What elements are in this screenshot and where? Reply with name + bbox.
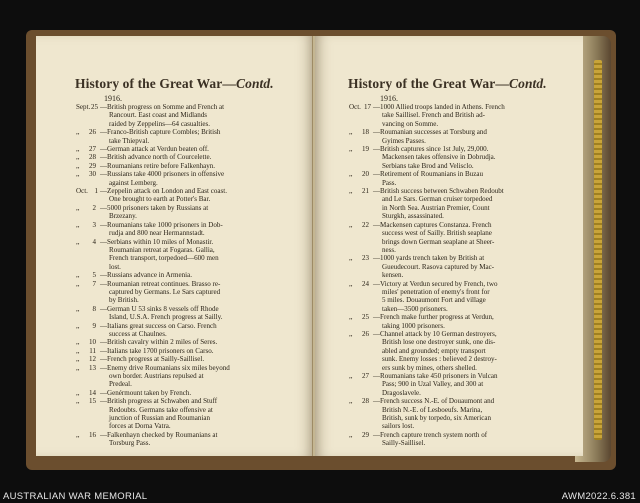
left-page bbox=[36, 36, 313, 456]
entry-day: 27 bbox=[88, 145, 96, 154]
entry-month-mark: ,, bbox=[76, 279, 80, 288]
entry-line: —Italians great success on Carso. French bbox=[100, 321, 217, 330]
entry-day: 14 bbox=[88, 388, 96, 397]
entry-line: —British progress at Schwaben and Stuff bbox=[100, 397, 218, 406]
history-entry bbox=[76, 347, 298, 355]
entry-month-mark: ,, bbox=[76, 355, 80, 364]
entry-day: 26 bbox=[88, 128, 96, 137]
entry-day: 22 bbox=[361, 220, 369, 229]
entry-month-mark: ,, bbox=[76, 203, 80, 212]
history-entry bbox=[76, 145, 298, 153]
entry-day: 12 bbox=[88, 355, 96, 364]
entry-line: —British success between Schwaben Redoubt bbox=[373, 187, 504, 196]
history-entry bbox=[76, 221, 298, 238]
entry-month-mark: ,, bbox=[349, 430, 353, 439]
entry-day: 28 bbox=[361, 397, 369, 406]
history-entry bbox=[76, 305, 298, 322]
entry-line: abled and grounded; empty transport bbox=[382, 346, 486, 355]
entry-line: —British progress on Somme and French at bbox=[100, 103, 225, 111]
entry-line: Island, U.S.A. French progress at Sailly. bbox=[109, 313, 223, 322]
entry-day: 24 bbox=[361, 279, 369, 288]
entry-month-mark: ,, bbox=[76, 153, 80, 162]
entry-month-mark: Oct. bbox=[76, 187, 88, 196]
entry-day: 18 bbox=[361, 128, 369, 137]
history-entry bbox=[349, 187, 571, 221]
history-entry bbox=[76, 271, 298, 279]
entry-line: —French success N.-E. of Douaumont and bbox=[373, 397, 495, 406]
history-entry bbox=[349, 330, 571, 372]
entry-month-mark: ,, bbox=[76, 271, 80, 280]
entry-month-mark: ,, bbox=[76, 388, 80, 397]
entry-line: —Roumanians take 1000 prisoners in Dob- bbox=[100, 220, 223, 229]
history-entry bbox=[76, 162, 298, 170]
history-entry bbox=[349, 372, 571, 397]
entry-line: —German U 53 sinks 8 vessels off Rhode bbox=[100, 304, 219, 313]
entry-line: forces at Dorna Vatra. bbox=[109, 422, 171, 431]
entry-line: lost. bbox=[109, 262, 121, 271]
entry-line: —French make further progress at Verdun, bbox=[373, 313, 494, 322]
history-entry bbox=[349, 221, 571, 255]
entry-day: 4 bbox=[92, 237, 96, 246]
entry-line: Serbians take Brod and Velisclo. bbox=[382, 161, 474, 170]
entry-line: brings down German seaplane at Sheer- bbox=[382, 237, 495, 246]
entry-month-mark: ,, bbox=[76, 430, 80, 439]
entry-line: miles' penetration of enemy's front for bbox=[382, 287, 490, 296]
entry-month-mark: ,, bbox=[349, 313, 353, 322]
entry-line: British N.-E. of Lesboeufs. Marina, bbox=[382, 405, 483, 414]
left-page-year: 1916. bbox=[104, 94, 122, 103]
history-entry bbox=[349, 103, 571, 128]
entry-line: —Italians take 1700 prisoners on Carso. bbox=[100, 346, 214, 355]
entry-month-mark: ,, bbox=[76, 363, 80, 372]
entry-day: 5 bbox=[92, 271, 96, 280]
right-page-year: 1916. bbox=[380, 94, 398, 103]
entry-line: —Enemy drive Roumanians six miles beyond bbox=[100, 363, 230, 372]
entry-day: 2 bbox=[92, 203, 96, 212]
entry-line: —Genérmount taken by French. bbox=[100, 388, 192, 397]
entry-month-mark: ,, bbox=[76, 220, 80, 229]
entry-line: Sturgkh, assassinated. bbox=[382, 212, 444, 221]
entry-month-mark: ,, bbox=[349, 329, 353, 338]
entry-day: 27 bbox=[361, 372, 369, 380]
entry-month-mark: Sept. bbox=[76, 103, 91, 111]
entry-line: —Roumanian retreat continues. Brasso re- bbox=[100, 279, 221, 288]
entry-day: 3 bbox=[92, 220, 96, 229]
entry-line: —French capture trench system north of bbox=[373, 430, 488, 439]
entry-line: —French progress at Sailly-Saillisel. bbox=[100, 355, 205, 364]
entry-line: ness. bbox=[382, 245, 396, 254]
entry-line: —Roumanians take 450 prisoners in Vulcan bbox=[373, 372, 498, 380]
entry-line: Rancourt. East coast and Midlands bbox=[109, 111, 208, 120]
entry-month-mark: ,, bbox=[76, 161, 80, 170]
entry-line: own border. Austrians repulsed at bbox=[109, 372, 204, 380]
history-entry bbox=[76, 338, 298, 346]
history-entry bbox=[349, 170, 571, 187]
entry-day: 9 bbox=[92, 321, 96, 330]
entry-month-mark: ,, bbox=[349, 279, 353, 288]
entry-line: —Victory at Verdun secured by French, two bbox=[373, 279, 498, 288]
entry-line: British, sunk by torpedo, six American bbox=[382, 414, 492, 423]
entry-line: —British captures since 1st July, 29,000. bbox=[373, 145, 489, 154]
entry-line: take Thiepval. bbox=[109, 136, 150, 145]
entry-line: Pass. bbox=[382, 178, 397, 187]
entry-line: Torsburg Pass. bbox=[109, 439, 151, 448]
entry-month-mark: ,, bbox=[349, 187, 353, 196]
entry-day: 15 bbox=[88, 397, 96, 406]
entry-line: —Russians advance in Armenia. bbox=[100, 271, 192, 280]
entry-month-mark: ,, bbox=[76, 338, 80, 347]
history-entry bbox=[349, 280, 571, 314]
entry-day: 30 bbox=[88, 170, 96, 179]
entry-day: 23 bbox=[361, 254, 369, 263]
history-entry bbox=[76, 355, 298, 363]
entry-line: Roumanian retreat at Fogaras. Gallia, bbox=[109, 245, 215, 254]
entry-month-mark: Oct. bbox=[349, 103, 361, 111]
entry-line: take Saillisel. French and British ad- bbox=[382, 111, 485, 120]
history-entry bbox=[349, 431, 571, 448]
entry-day: 8 bbox=[92, 304, 96, 313]
entry-line: rudja and 800 near Hermannstadt. bbox=[109, 229, 205, 238]
history-entry bbox=[76, 204, 298, 221]
entry-line: —Serbians within 10 miles of Monastir. bbox=[100, 237, 214, 246]
entry-month-mark: ,, bbox=[76, 321, 80, 330]
history-entry bbox=[76, 103, 298, 128]
history-entry bbox=[349, 313, 571, 330]
entry-month-mark: ,, bbox=[76, 170, 80, 179]
entry-line: Dragoslavele. bbox=[382, 388, 421, 397]
entry-day: 17 bbox=[363, 103, 371, 111]
entry-day: 11 bbox=[89, 346, 96, 355]
entry-line: —Mackensen captures Constanza. French bbox=[373, 220, 492, 229]
entry-line: 5 miles. Douaumont Fort and village bbox=[382, 296, 486, 305]
history-entry bbox=[76, 170, 298, 187]
entry-line: in North Sea. Austrian Premier, Count bbox=[382, 203, 490, 212]
entry-line: and Le Sars. German cruiser torpedoed bbox=[382, 195, 493, 204]
entry-line: success at Chaulnes. bbox=[109, 329, 167, 338]
entry-line: ers sunk by mines, others shelled. bbox=[382, 363, 477, 372]
entry-line: by British. bbox=[109, 296, 139, 305]
entry-line: —Roumanians retire before Falkenhayn. bbox=[100, 161, 216, 170]
entry-month-mark: ,, bbox=[76, 128, 80, 137]
entry-line: —Channel attack by 10 German destroyers, bbox=[373, 329, 497, 338]
entry-line: French transport, torpedoed—600 men bbox=[109, 254, 219, 263]
history-entry bbox=[76, 187, 298, 204]
right-entry-list bbox=[349, 103, 571, 448]
entry-day: 29 bbox=[361, 430, 369, 439]
entry-day: 25 bbox=[90, 103, 98, 111]
entry-line: Pass; 900 in Uzal Valley, and 300 at bbox=[382, 380, 484, 389]
entry-line: Redoubts. Germans take offensive at bbox=[109, 405, 213, 414]
entry-month-mark: ,, bbox=[76, 304, 80, 313]
entry-day: 20 bbox=[361, 170, 369, 179]
accession-number: AWM2022.6.381 bbox=[561, 491, 636, 502]
entry-line: —Zeppelin attack on London and East coast. bbox=[100, 187, 228, 196]
entry-month-mark: ,, bbox=[76, 145, 80, 154]
gilt-edge bbox=[594, 60, 602, 440]
entry-line: sailors lost. bbox=[382, 422, 415, 431]
entry-day: 10 bbox=[88, 338, 96, 347]
entry-line: —Retirement of Roumanians in Buzau bbox=[373, 170, 483, 179]
entry-line: Brzezany. bbox=[109, 212, 137, 221]
entry-day: 28 bbox=[88, 153, 96, 162]
history-entry bbox=[349, 397, 571, 431]
entry-month-mark: ,, bbox=[76, 346, 80, 355]
entry-line: raided by Zeppelins—64 casualties. bbox=[109, 119, 210, 128]
history-entry bbox=[349, 254, 571, 279]
entry-day: 19 bbox=[361, 145, 369, 154]
entry-line: success west of Sailly. British seaplane bbox=[382, 229, 492, 238]
entry-day: 21 bbox=[361, 187, 369, 196]
entry-line: —Roumanian successes at Torsburg and bbox=[373, 128, 487, 137]
entry-line: —Russians take 4000 prisoners in offensive bbox=[100, 170, 225, 179]
entry-line: Gueudecourt. Rasova captured by Mac- bbox=[382, 262, 495, 271]
institution-label: AUSTRALIAN WAR MEMORIAL bbox=[3, 491, 148, 502]
entry-month-mark: ,, bbox=[349, 372, 353, 380]
entry-line: captured by Germans. Le Sars captured bbox=[109, 287, 221, 296]
right-page-title: History of the Great War—Contd. bbox=[348, 76, 547, 91]
right-page bbox=[315, 36, 583, 456]
history-entry bbox=[76, 322, 298, 339]
entry-month-mark: ,, bbox=[349, 220, 353, 229]
entry-line: Sailly-Saillisel. bbox=[382, 439, 426, 448]
entry-line: —1000 Allied troops landed in Athens. French bbox=[373, 103, 505, 111]
entry-line: —British cavalry within 2 miles of Seres. bbox=[100, 338, 218, 347]
left-page-title: History of the Great War—Contd. bbox=[75, 76, 274, 91]
entry-line: —British advance north of Courcelette. bbox=[100, 153, 212, 162]
entry-line: —German attack at Verdun beaten off. bbox=[100, 145, 209, 154]
history-entry bbox=[349, 145, 571, 170]
entry-line: Gyimes Passes. bbox=[382, 136, 426, 145]
entry-month-mark: ,, bbox=[349, 128, 353, 137]
history-entry bbox=[76, 389, 298, 397]
entry-line: Predeal. bbox=[109, 380, 132, 389]
entry-line: —Franco-British capture Combles; British bbox=[100, 128, 221, 137]
entry-line: —5000 prisoners taken by Russians at bbox=[100, 203, 209, 212]
entry-month-mark: ,, bbox=[76, 237, 80, 246]
history-entry bbox=[76, 128, 298, 145]
entry-day: 7 bbox=[92, 279, 96, 288]
entry-day: 16 bbox=[88, 430, 96, 439]
entry-day: 29 bbox=[88, 161, 96, 170]
entry-line: One brought to earth at Potter's Bar. bbox=[109, 195, 211, 204]
entry-month-mark: ,, bbox=[349, 170, 353, 179]
entry-day: 26 bbox=[361, 329, 369, 338]
history-entry bbox=[76, 238, 298, 272]
entry-day: 1 bbox=[94, 187, 98, 196]
history-entry bbox=[76, 280, 298, 305]
history-entry bbox=[349, 128, 571, 145]
history-entry bbox=[76, 431, 298, 448]
entry-month-mark: ,, bbox=[76, 397, 80, 406]
entry-month-mark: ,, bbox=[349, 397, 353, 406]
entry-line: kensen. bbox=[382, 271, 404, 280]
history-entry bbox=[76, 153, 298, 161]
entry-line: junction of Russian and Roumanian bbox=[109, 414, 210, 423]
entry-line: —Falkenhayn checked by Roumanians at bbox=[100, 430, 218, 439]
entry-line: against Lemberg. bbox=[109, 178, 158, 187]
entry-line: taken—3500 prisoners. bbox=[382, 304, 448, 313]
entry-line: British lose one destroyer sunk, one dis- bbox=[382, 338, 496, 347]
entry-line: sunk. Enemy losses : believed 2 destroy- bbox=[382, 355, 497, 364]
left-entry-list bbox=[76, 103, 298, 448]
history-entry bbox=[76, 364, 298, 389]
entry-line: Mackensen takes offensive in Dobrudja. bbox=[382, 153, 496, 162]
entry-line: —1000 yards trench taken by British at bbox=[373, 254, 485, 263]
entry-day: 13 bbox=[88, 363, 96, 372]
entry-month-mark: ,, bbox=[349, 254, 353, 263]
entry-month-mark: ,, bbox=[349, 145, 353, 154]
entry-line: vancing on Somme. bbox=[382, 119, 439, 128]
entry-line: taking 1000 prisoners. bbox=[382, 321, 445, 330]
entry-day: 25 bbox=[361, 313, 369, 322]
history-entry bbox=[76, 397, 298, 431]
